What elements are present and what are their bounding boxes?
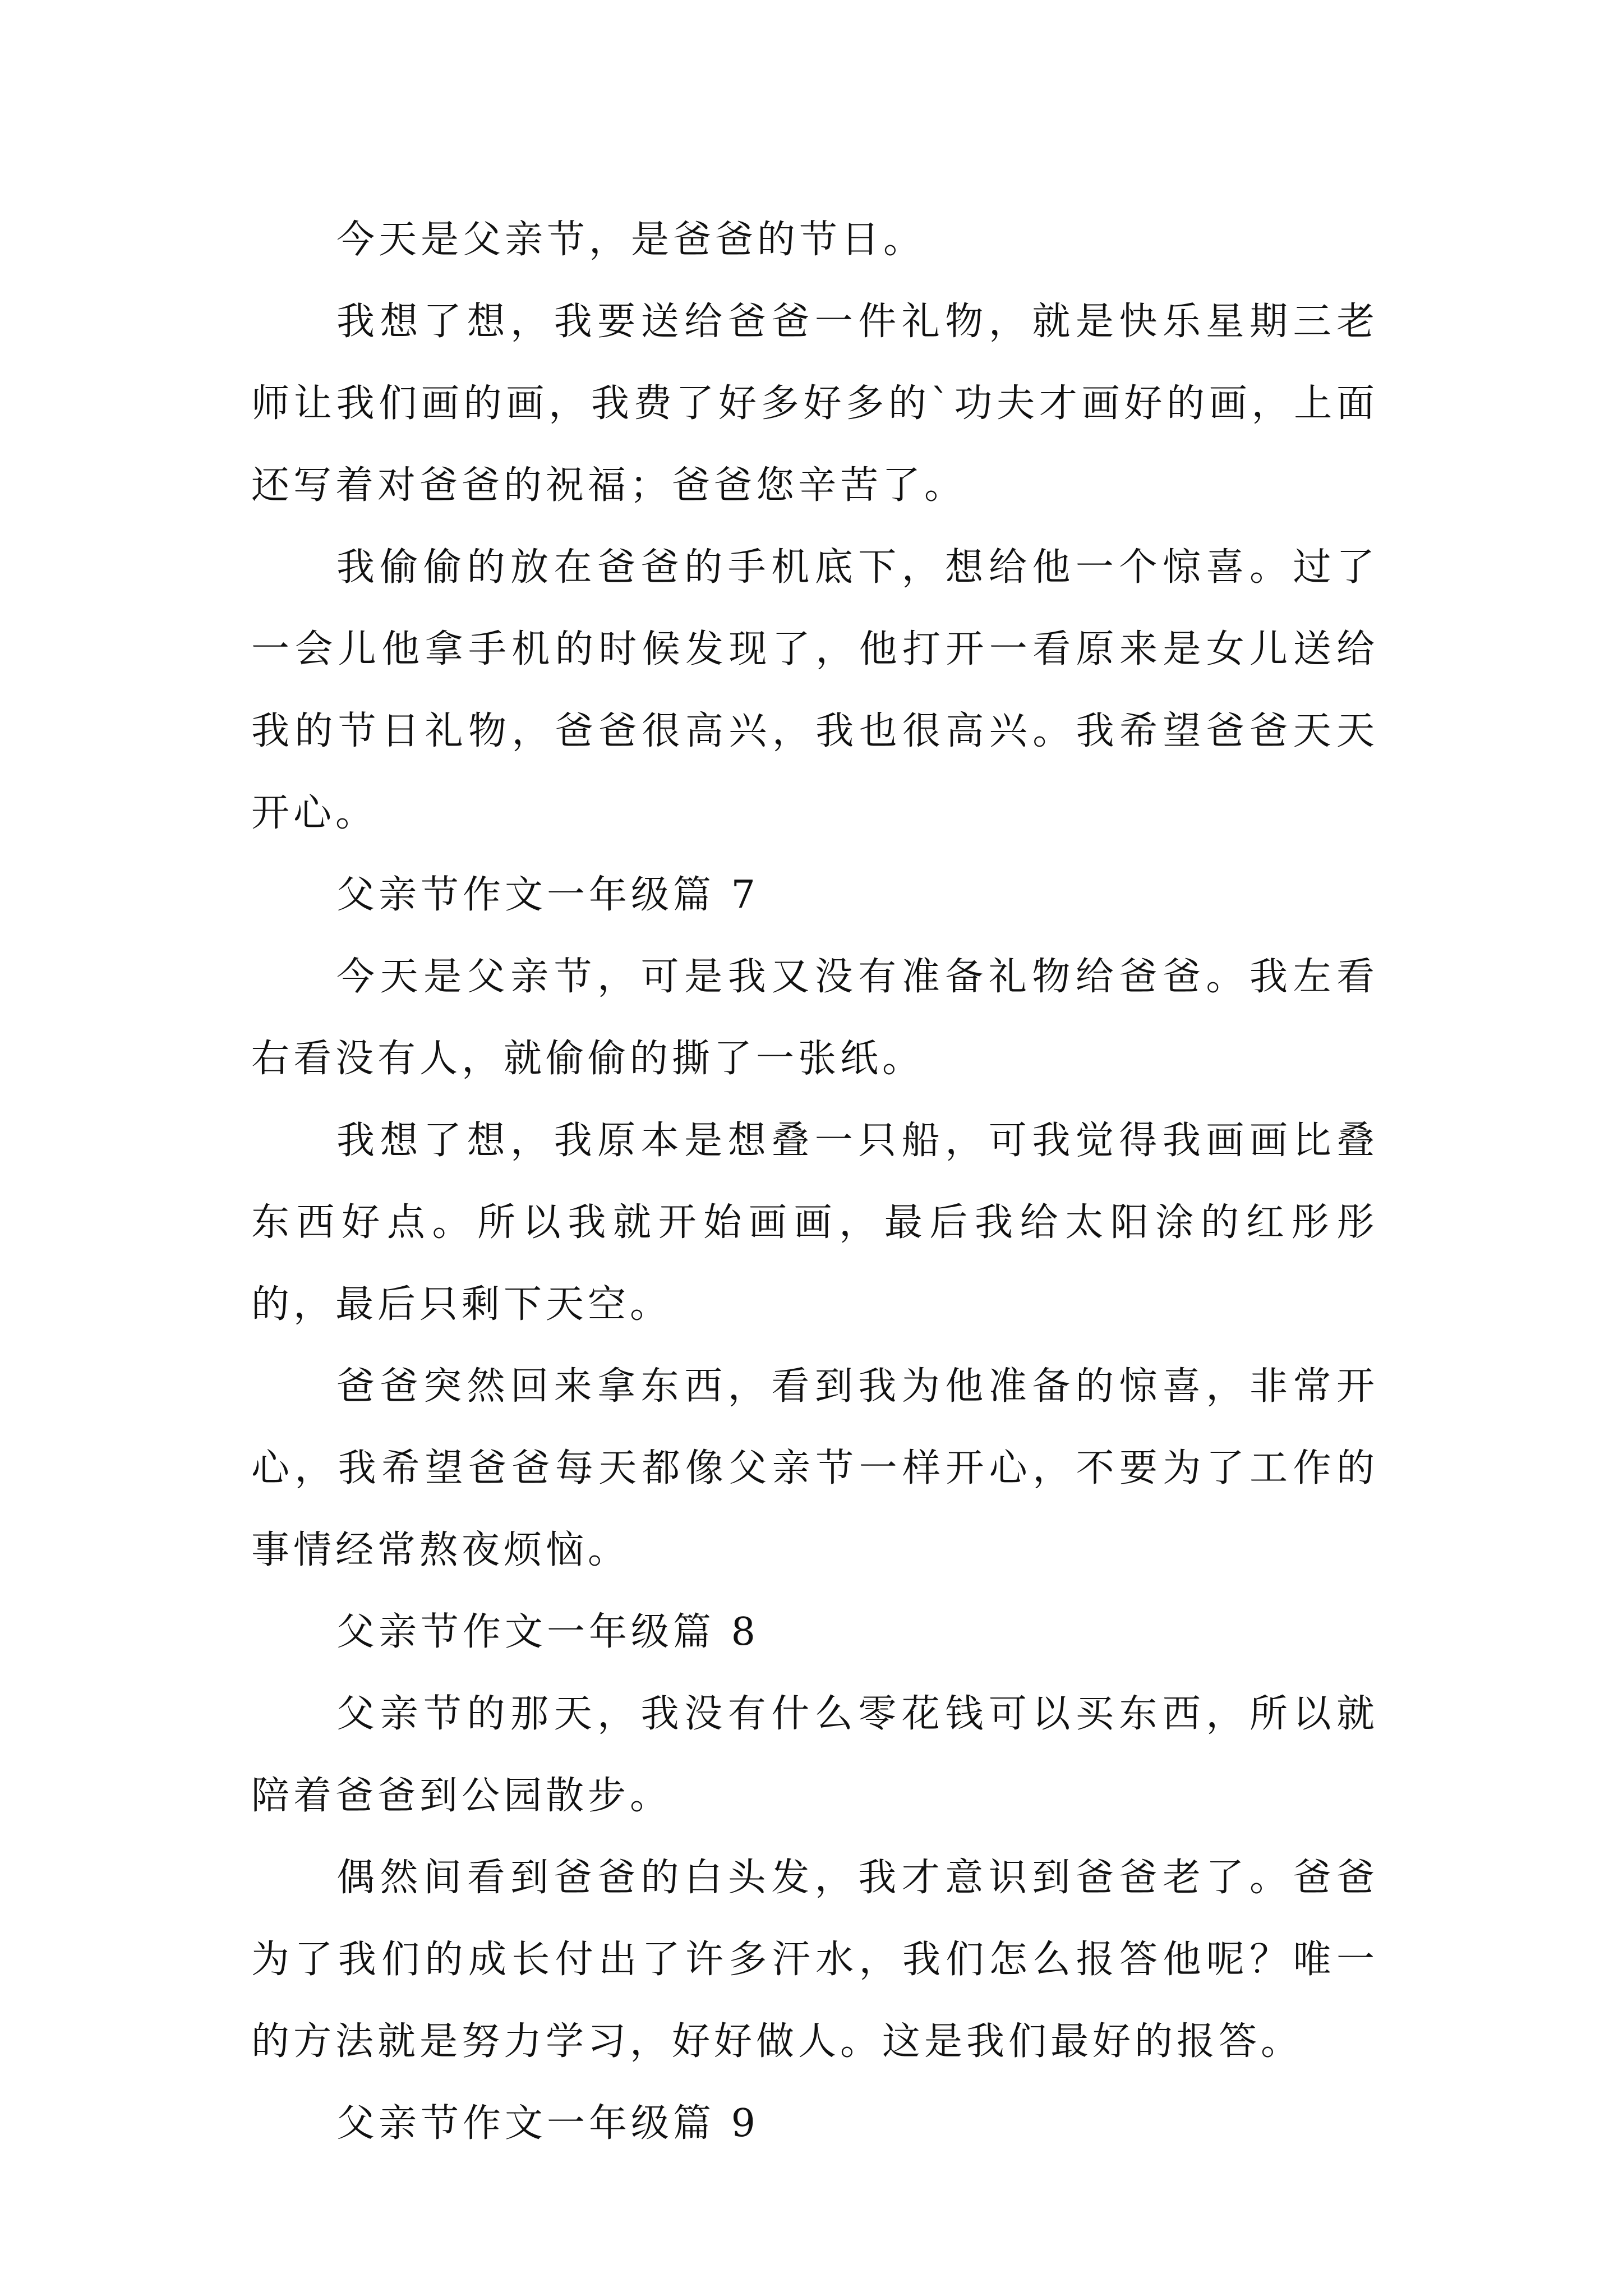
section-heading-7: 父亲节作文一年级篇 7	[336, 873, 759, 917]
section-heading-9: 父亲节作文一年级篇 9	[336, 2101, 759, 2146]
document-body	[251, 199, 1378, 2165]
paragraph-gift: 我想了想，我要送给爸爸一件礼物，就是快乐星期三老师让我们画的画，我费了好多好多的`功夫才画好的画，上面还写着对爸爸的祝福；爸爸您辛苦了。	[251, 300, 1378, 508]
paragraph-8-reflection: 偶然间看到爸爸的白头发，我才意识到爸爸老了。爸爸为了我们的成长付出了许多汗水，我们怎么报答他呢？唯一的方法就是努力学习，好好做人。这是我们最好的报答。	[251, 1856, 1378, 2064]
paragraph-7-opening: 今天是父亲节，可是我又没有准备礼物给爸爸。我左看右看没有人，就偷偷的撕了一张纸。	[251, 955, 1378, 1081]
section-heading-8: 父亲节作文一年级篇 8	[336, 1610, 759, 1654]
paragraph-intro: 今天是父亲节，是爸爸的节日。	[336, 218, 926, 262]
paragraph-8-walk: 父亲节的那天，我没有什么零花钱可以买东西，所以就陪着爸爸到公园散步。	[251, 1692, 1378, 1818]
paragraph-7-ending: 爸爸突然回来拿东西，看到我为他准备的惊喜，非常开心，我希望爸爸每天都像父亲节一样开心，不要为了工作的事情经常熬夜烦恼。	[251, 1364, 1378, 1572]
paragraph-7-drawing: 我想了想，我原本是想叠一只船，可我觉得我画画比叠东西好点。所以我就开始画画，最后我给太阳涂的红彤彤的，最后只剩下天空。	[251, 1119, 1378, 1327]
paragraph-surprise: 我偷偷的放在爸爸的手机底下，想给他一个惊喜。过了一会儿他拿手机的时候发现了，他打开一看原来是女儿送给我的节日礼物，爸爸很高兴，我也很高兴。我希望爸爸天天开心。	[251, 545, 1378, 835]
